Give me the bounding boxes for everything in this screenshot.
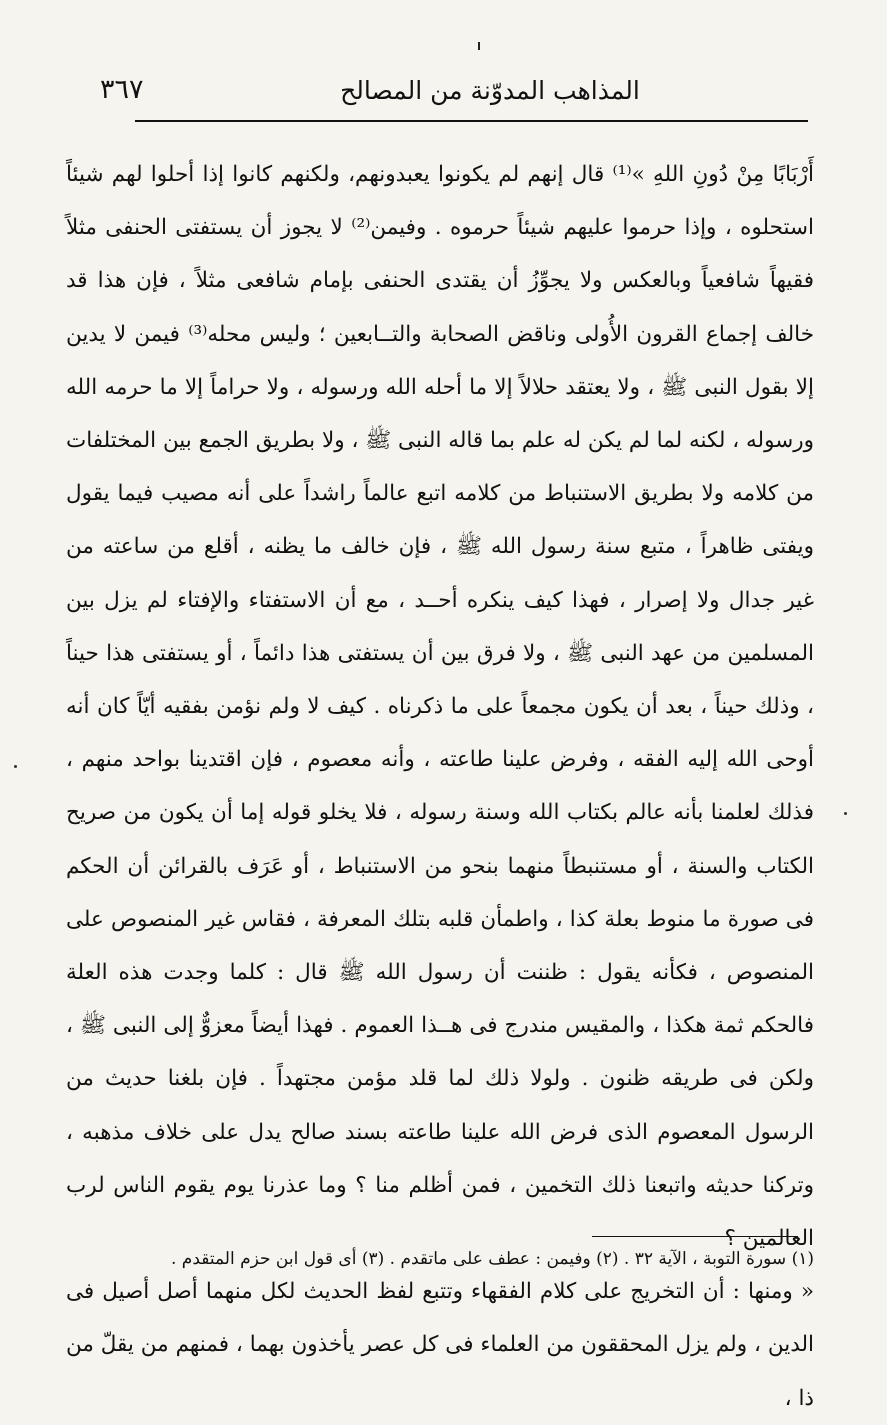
paragraph: أَرْبَابًا مِنْ دُونِ اللهِ »⁽¹⁾ قال إنهم لم يكونوا يعبدونهم، ولكنهم كانوا إذا أحلوا لهم شيئاً استحلوه ، وإذا حرموا عليهم شيئاً حرموه . وفيمن⁽²⁾ لا يجوز أن يستفتى الحنفى مثلاً فقيهاً شافعياً وبالعكس ولا يجوِّزُ أن يقتدى الحنفى بإمام شافعى مثلاً ، فإن هذا قد خالف إجماع القرون الأُولى وناقض الصحابة والتــابعين ؛ وليس محله⁽³⁾ فيمن لا يدين إلا بقول النبى ﷺ ، ولا يعتقد حلالاً إلا ما أحله الله ورسوله ، ولا حراماً إلا ما حرمه الله ورسوله ، لكنه لما لم يكن له علم بما قاله النبى ﷺ ، ولا بطريق الجمع بين المختلفات من كلامه ولا بطريق الاستنباط من كلامه اتبع عالماً راشداً على أنه مصيب فيما يقول ويفتى ظاهراً ، متبع سنة رسول الله ﷺ ، فإن خالف ما يظنه ، أقلع من ساعته من غير جدال ولا إصرار ، فهذا كيف ينكره أحــد ، مع أن الاستفتاء والإفتاء لم يزل بين المسلمين من عهد النبى ﷺ ، ولا فرق بين أن يستفتى هذا دائماً ، أو يستفتى هذا حيناً ، وذلك حيناً ، بعد أن يكون مجمعاً على ما ذكرناه . كيف لا ولم نؤمن بفقيه أيّاً كان أنه أوحى الله إليه الفقه ، وفرض علينا طاعته ، وأنه معصوم ، فإن اقتدينا بواحد منهم ، فذلك لعلمنا بأنه عالم بكتاب الله وسنة رسوله ، فلا يخلو قوله إما أن يكون من صريح الكتاب والسنة ، أو مستنبطاً منهما بنحو من الاستنباط ، أو عَرَف بالقرائن أن الحكم فى صورة ما منوط بعلة كذا ، واطمأن قلبه بتلك المعرفة ، فقاس غير المنصوص على المنصوص ، فكأنه يقول : ظننت أن رسول الله ﷺ قال : كلما وجدت هذه العلة فالحكم ثمة هكذا ، والمقيس مندرج فى هــذا العموم . فهذا أيضاً معزوٌّ إلى النبى ﷺ ، ولكن فى طريقه ظنون . ولولا ذلك لما قلد مؤمن مجتهداً . فإن بلغنا حديث من الرسول المعصوم الذى فرض الله علينا طاعته بسند صالح يدل على خلاف مذهبه ، وتركنا حديثه واتبعنا ذلك التخمين ، فمن أظلم منا ؟ وما عذرنا يوم يقوم الناس لرب العالمين ؟ (66, 162, 814, 1252)
paragraph: « ومنها : أن التخريج على كلام الفقهاء وتتبع لفظ الحديث لكل منهما أصل أصيل فى الدين ، ولم يزل المحققون من العلماء فى كل عصر يأخذون بهما ، فمنهم من يقلّ من ذا ، (66, 1279, 814, 1411)
page-header (70, 68, 816, 126)
running-title: المذاهب المدوّنة من المصالح (340, 76, 640, 105)
page-number: ٣٦٧ (100, 74, 144, 105)
print-mark (478, 42, 480, 50)
footnotes: (١) سورة التوبة ، الآية ٣٢ . (٢) وفيمن : عطف على ماتقدم . (٣) أى قول ابن حزم المتقدم . (170, 1249, 814, 1269)
print-speck (14, 765, 17, 768)
header-rule (135, 120, 808, 122)
body-text (66, 148, 814, 1425)
print-speck (844, 812, 847, 815)
footnote-rule (592, 1236, 798, 1237)
